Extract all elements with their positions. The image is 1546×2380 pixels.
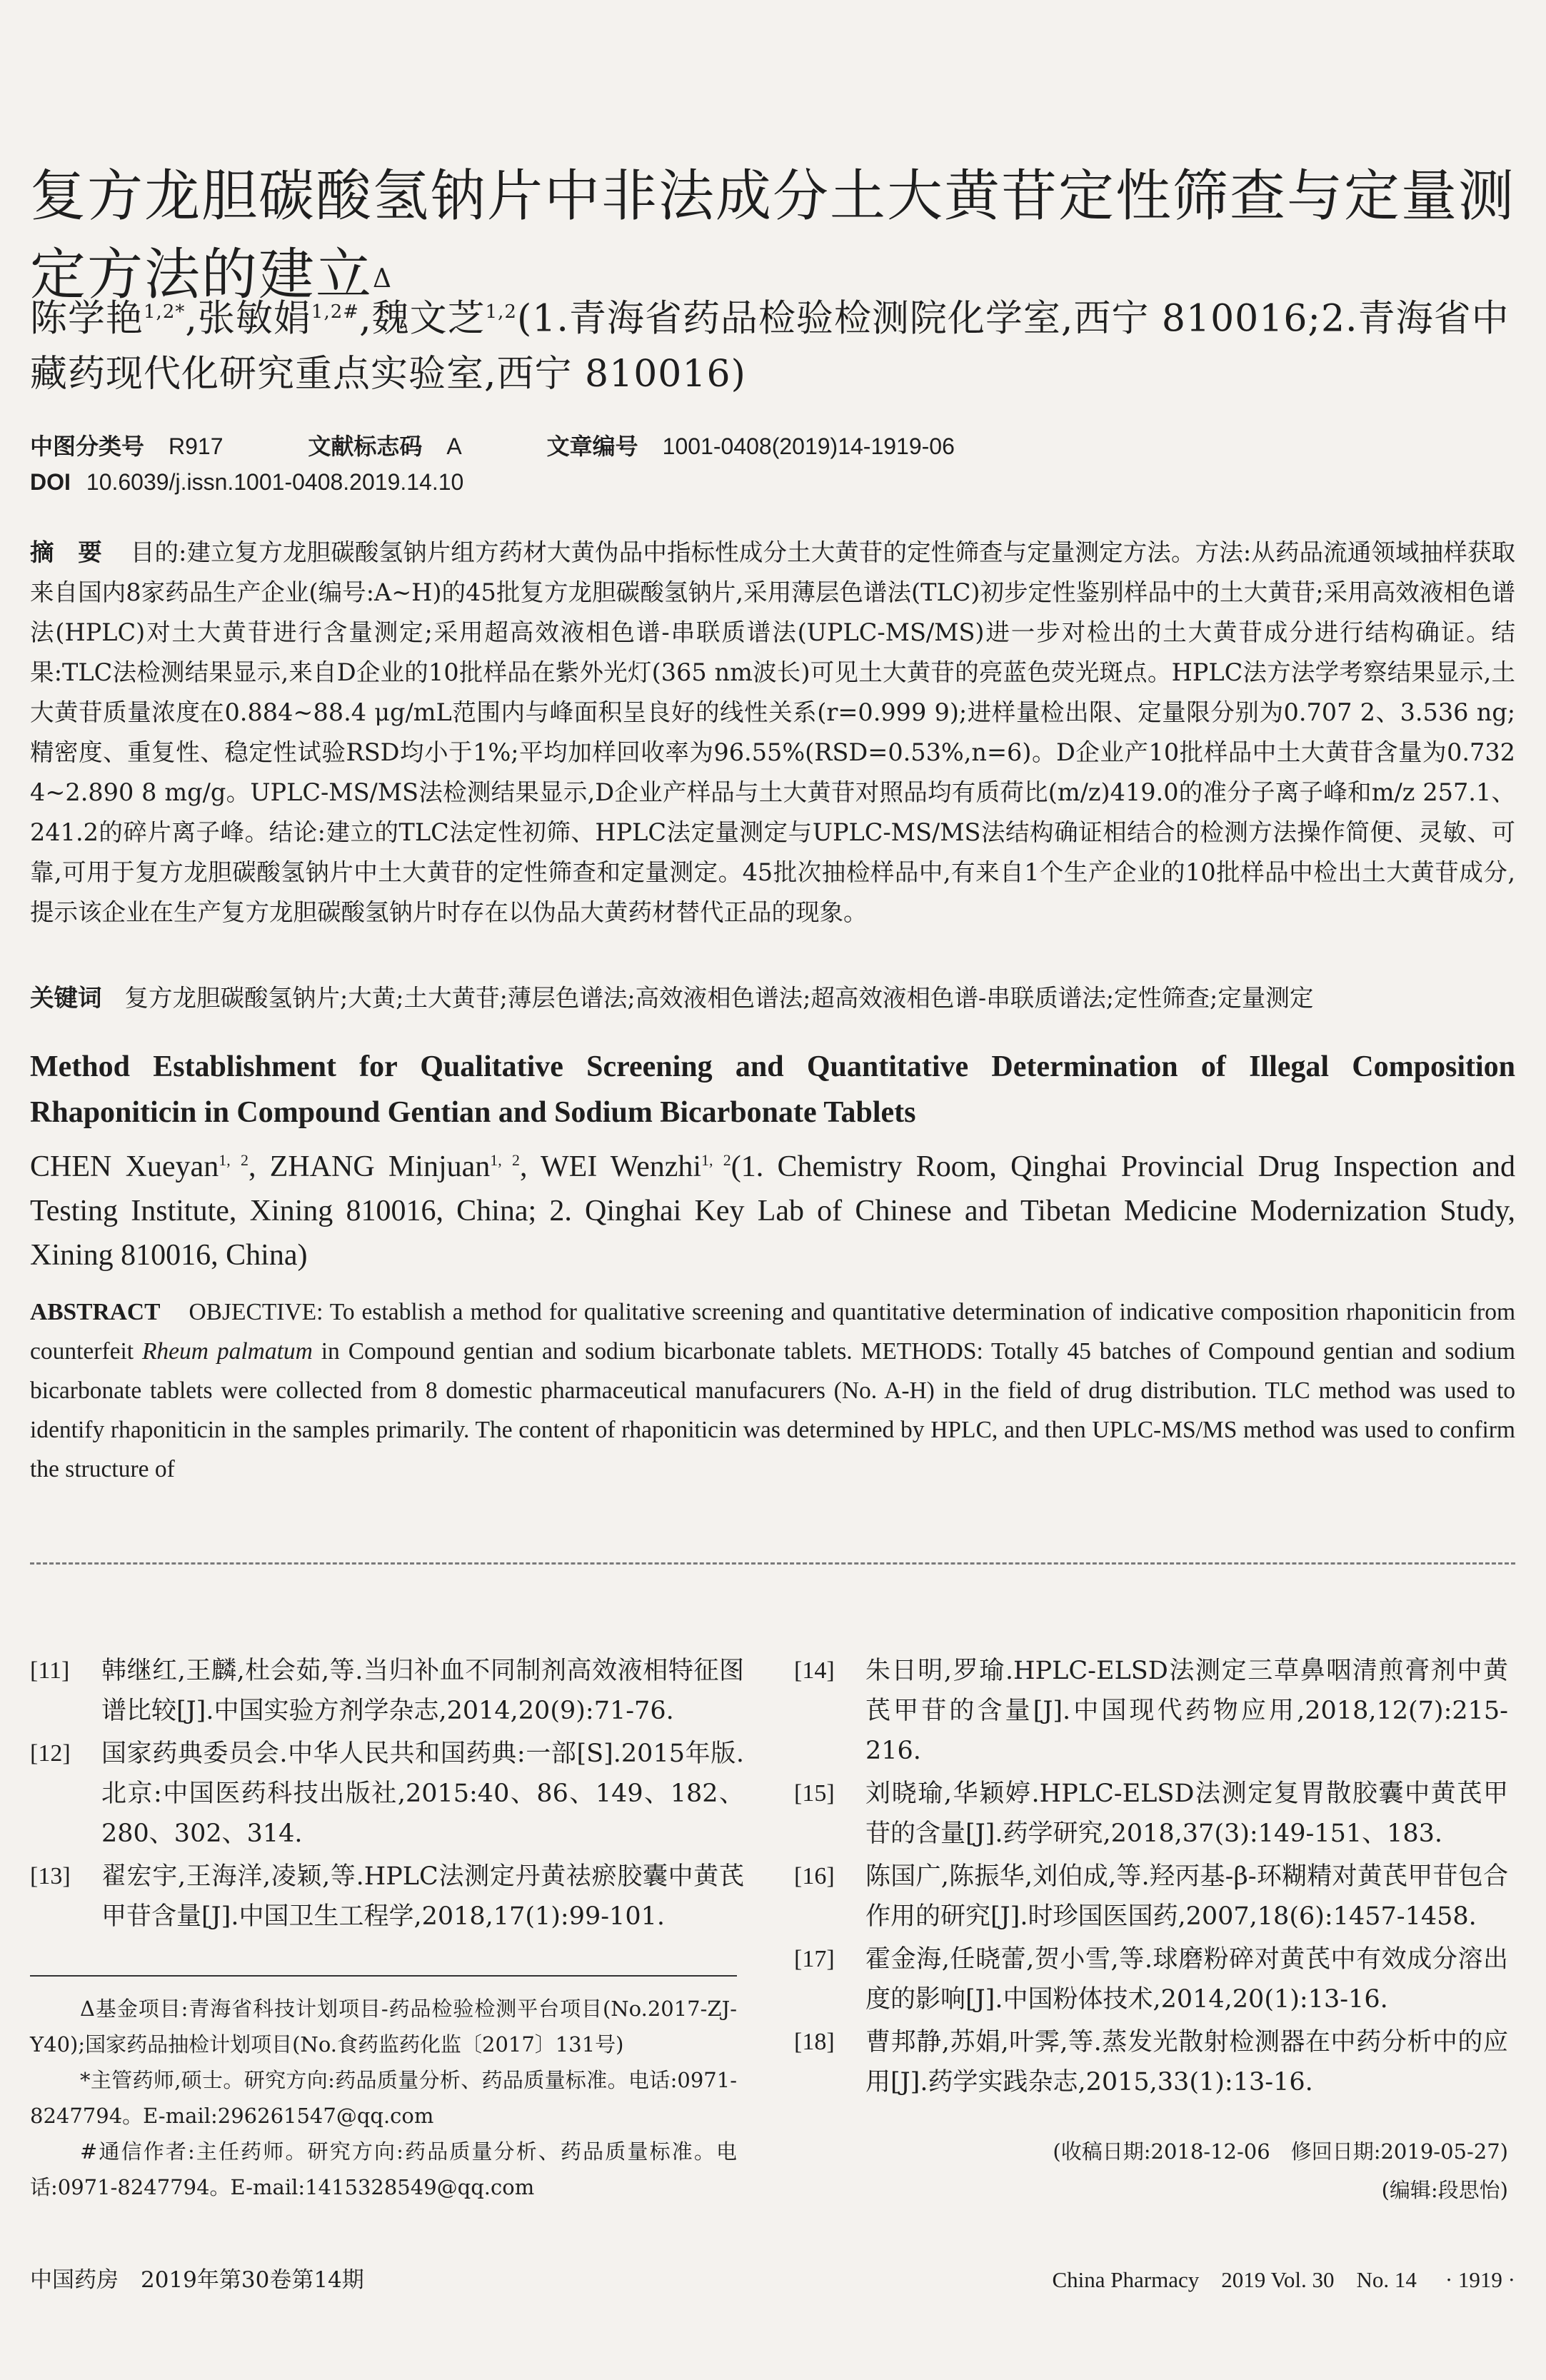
keywords-label: 关键词 xyxy=(30,984,102,1012)
reference-number: [11] xyxy=(30,1657,70,1684)
reference-number: [14] xyxy=(794,1657,835,1684)
reference-item xyxy=(794,1651,1508,1771)
reference-text: 国家药典委员会.中华人民共和国药典:一部[S].2015年版.北京:中国医药科技出版社,2015:40、86、149、182、280、302、314. xyxy=(101,1739,744,1848)
received-revised-dates: (收稿日期:2018-12-06 修回日期:2019-05-27) xyxy=(1053,2139,1508,2164)
reference-text: 刘晓瑜,华颖婷.HPLC-ELSD法测定复胃散胶囊中黄芪甲苷的含量[J].药学研究,2018,37(3):149-151、183. xyxy=(865,1779,1508,1848)
doi-value: 10.6039/j.issn.1001-0408.2019.14.10 xyxy=(86,469,464,495)
footnote-first-author: *主管药师,硕士。研究方向:药品质量分析、药品质量标准。电话:0971-8247794。E-mail:296261547@qq.com xyxy=(30,2068,737,2128)
reference-text: 陈国广,陈振华,刘伯成,等.羟丙基-β-环糊精对黄芪甲苷包合作用的研究[J].时珍国医国药,2007,18(6):1457-1458. xyxy=(865,1862,1508,1931)
section-divider xyxy=(30,1562,1515,1565)
reference-number: [18] xyxy=(794,2029,835,2055)
footnote-rule xyxy=(30,1975,737,1977)
keywords-chinese xyxy=(30,978,1515,1018)
affiliation: (1.青海省药品检验检测院化学室,西宁 810016;2.青海省中藏药现代化研究重点实验室,西宁 810016) xyxy=(30,297,1510,396)
article-no-label: 文章编号 xyxy=(546,433,638,459)
author-sup-en: 1, 2 xyxy=(701,1151,731,1169)
reference-text: 翟宏宇,王海洋,凌颖,等.HPLC法测定丹黄祛瘀胶囊中黄芪甲苷含量[J].中国卫生工程学,2018,17(1):99-101. xyxy=(101,1862,744,1931)
reference-item xyxy=(794,2022,1508,2102)
author-sup: 1,2# xyxy=(311,301,360,323)
clc-value: R917 xyxy=(169,433,224,459)
page-footer xyxy=(30,2261,1515,2299)
author-name: 张敏娟 xyxy=(197,297,311,341)
reference-item xyxy=(794,1774,1508,1854)
editor-note: (编辑:段思怡) xyxy=(1381,2178,1508,2202)
reference-item xyxy=(794,1939,1508,2019)
abstract-label: 摘 要 xyxy=(30,538,102,566)
reference-number: [16] xyxy=(794,1863,835,1889)
author-name: 陈学艳 xyxy=(30,297,144,341)
footer-journal-cn: 中国药房 2019年第30卷第14期 xyxy=(30,2267,364,2293)
footnotes xyxy=(30,1991,737,2205)
reference-text: 韩继红,王麟,杜会茹,等.当归补血不同制剂高效液相特征图谱比较[J].中国实验方剂学杂志,2014,20(9):71-76. xyxy=(101,1657,744,1725)
author-sup-en: 1, 2 xyxy=(219,1151,249,1169)
article-title: 复方龙胆碳酸氢钠片中非法成分土大黄苷定性筛查与定量测定方法的建立$^\Delta$ xyxy=(30,164,1516,308)
reference-number: [15] xyxy=(794,1780,835,1807)
abstract-en-label: ABSTRACT xyxy=(30,1299,161,1325)
doi-label: DOI xyxy=(30,469,71,495)
reference-item xyxy=(30,1651,744,1731)
article-no-value: 1001-0408(2019)14-1919-06 xyxy=(662,433,955,459)
author-name-en: ZHANG Minjuan xyxy=(269,1150,491,1183)
reference-number: [17] xyxy=(794,1946,835,1972)
abstract-text: 目的:建立复方龙胆碳酸氢钠片组方药材大黄伪品中指标性成分土大黄苷的定性筛查与定量测定方法。方法:从药品流通领域抽样获取来自国内8家药品生产企业(编号:A~H)的45批复方龙胆碳酸氢钠片,采用薄层色谱法(TLC)初步定性鉴别样品中的土大黄苷;采用高效液相色谱法(HPLC)对土大黄苷进行含量测定;采用超高效液相色谱-串联质谱法(UPLC-MS/MS)进一步对检出的土大黄苷成分进行结构确证。结果:TLC法检测结果显示,来自D企业的10批样品在紫外光灯(365 nm波长)可见土大黄苷的亮蓝色荧光斑点。HPLC法方法学考察结果显示,土大黄苷质量浓度在0.884~88.4 μg/mL范围内与峰面积呈良好的线性关系(r=0.999 9);进样量检出限、定量限分别为0.707 2、3.536 ng;精密度、重复性、稳定性试验RSD均小于1%;平均加样回收率为96.55%(RSD=0.53%,n=6)。D企业产10批样品中土大黄苷含量为0.732 4~2.890 8 mg/g。UPLC-MS/MS法检测结果显示,D企业产样品与土大黄苷对照品均有质荷比(m/z)419.0的准分子离子峰和m/z 257.1、241.2的碎片离子峰。结论:建立的TLC法定性初筛、HPLC法定量测定与UPLC-MS/MS法结构确证相结合的检测方法操作简便、灵敏、可靠,可用于复方龙胆碳酸氢钠片中土大黄苷的定性筛查和定量测定。45批次抽检样品中,有来自1个生产企业的10批样品中检出土大黄苷成分,提示该企业在生产复方龙胆碳酸氢钠片时存在以伪品大黄药材替代正品的现象。 xyxy=(30,538,1516,926)
abstract-english xyxy=(30,1292,1515,1489)
abstract-chinese xyxy=(30,533,1515,933)
author-sup: 1,2* xyxy=(144,301,186,323)
article-title-english: Method Establishment for Qualitative Screening and Quantitative Determination of Illegal Composition Rhaponiticin in Compound Gentian and Sodium Bicarbonate Tablets xyxy=(30,1050,1515,1129)
doc-code-label: 文献标志码 xyxy=(308,433,423,459)
page-number: · 1919 · xyxy=(1445,2267,1515,2292)
author-name: 魏文芝 xyxy=(371,297,486,341)
keywords-text: 复方龙胆碳酸氢钠片;大黄;土大黄苷;薄层色谱法;高效液相色谱法;超高效液相色谱-串联质谱法;定性筛查;定量测定 xyxy=(124,984,1314,1012)
footnote-fund: Δ基金项目:青海省科技计划项目-药品检验检测平台项目(No.2017-ZJ-Y40);国家药品抽检计划项目(No.食药监药化监〔2017〕131号) xyxy=(30,1997,737,2057)
abstract-en-text: OBJECTIVE: To establish a method for qualitative screening and quantitative determination of indicative composition rhaponiticin from counterfeit xyxy=(30,1299,1515,1365)
authors-chinese: 陈学艳$^{1,2*}$,张敏娟$^{1,2\#}$,魏文芝$^{1,2}$(1.青海省药品检验检测院化学室,西宁 810016;2.青海省中藏药现代化研究重点实验室,西宁 810016) xyxy=(30,297,1510,396)
reference-text: 霍金海,任晓蕾,贺小雪,等.球磨粉碎对黄芪中有效成分溶出度的影响[J].中国粉体技术,2014,20(1):13-16. xyxy=(865,1945,1508,2014)
reference-number: [12] xyxy=(30,1740,71,1767)
references-left-column xyxy=(30,1651,744,1939)
reference-text: 曹邦静,苏娟,叶霁,等.蒸发光散射检测器在中药分析中的应用[J].药学实践杂志,2015,33(1):13-16. xyxy=(865,2028,1508,2097)
clc-label: 中图分类号 xyxy=(30,433,145,459)
reference-number: [13] xyxy=(30,1863,71,1889)
abstract-en-italic: Rheum palmatum xyxy=(141,1338,313,1365)
article-metadata xyxy=(30,428,1515,500)
footer-journal-en-text: China Pharmacy 2019 Vol. 30 No. 14 xyxy=(1052,2267,1417,2292)
footer-journal-en xyxy=(1053,2261,1516,2299)
author-sup: 1,2 xyxy=(485,301,517,323)
abstract-en-text: in Compound gentian and sodium bicarbonate tablets. METHODS: Totally 45 batches of Compound gentian and sodium bicarbonate tablets were collected from 8 domestic pharmaceutical manufacurers (No. A-H) in the field of drug distribution. TLC method was used to identify rhaponiticin in the samples primarily. The content of rhaponiticin was determined by HPLC, and then UPLC-MS/MS method was used to confirm the structure of xyxy=(30,1338,1515,1482)
footnote-corresponding: #通信作者:主任药师。研究方向:药品质量分析、药品质量标准。电话:0971-8247794。E-mail:1415328549@qq.com xyxy=(30,2139,737,2199)
author-name-en: WEI Wenzhi xyxy=(541,1150,702,1183)
reference-text: 朱日明,罗瑜.HPLC-ELSD法测定三草鼻咽清煎膏剂中黄芪甲苷的含量[J].中国现代药物应用,2018,12(7):215-216. xyxy=(865,1657,1508,1765)
reference-item xyxy=(30,1857,744,1937)
reference-item xyxy=(30,1734,744,1854)
affiliation-en: (1. Chemistry Room, Qinghai Provincial Drug Inspection and Testing Institute, Xining 810016, China; 2. Qinghai Key Lab of Chinese and Tibetan Medicine Modernization Study, Xining 810016, China) xyxy=(30,1150,1516,1272)
author-sup-en: 1, 2 xyxy=(490,1151,521,1169)
fund-mark: Δ xyxy=(373,264,393,294)
references-right-column xyxy=(794,1651,1508,2105)
author-name-en: CHEN Xueyan xyxy=(30,1150,219,1183)
doc-code-value: A xyxy=(446,433,462,459)
authors-english: CHEN Xueyan$^{1, 2}$, ZHANG Minjuan$^{1, 2}$, WEI Wenzhi$^{1, 2}$(1. Chemistry Room, Qinghai Provincial Drug Inspection and Testing Institute, Xining 810016, China; 2. Qinghai Key Lab of Chinese and Tibetan Medicine Modernization Study, Xining 810016, China) xyxy=(30,1150,1516,1272)
reference-item xyxy=(794,1857,1508,1937)
